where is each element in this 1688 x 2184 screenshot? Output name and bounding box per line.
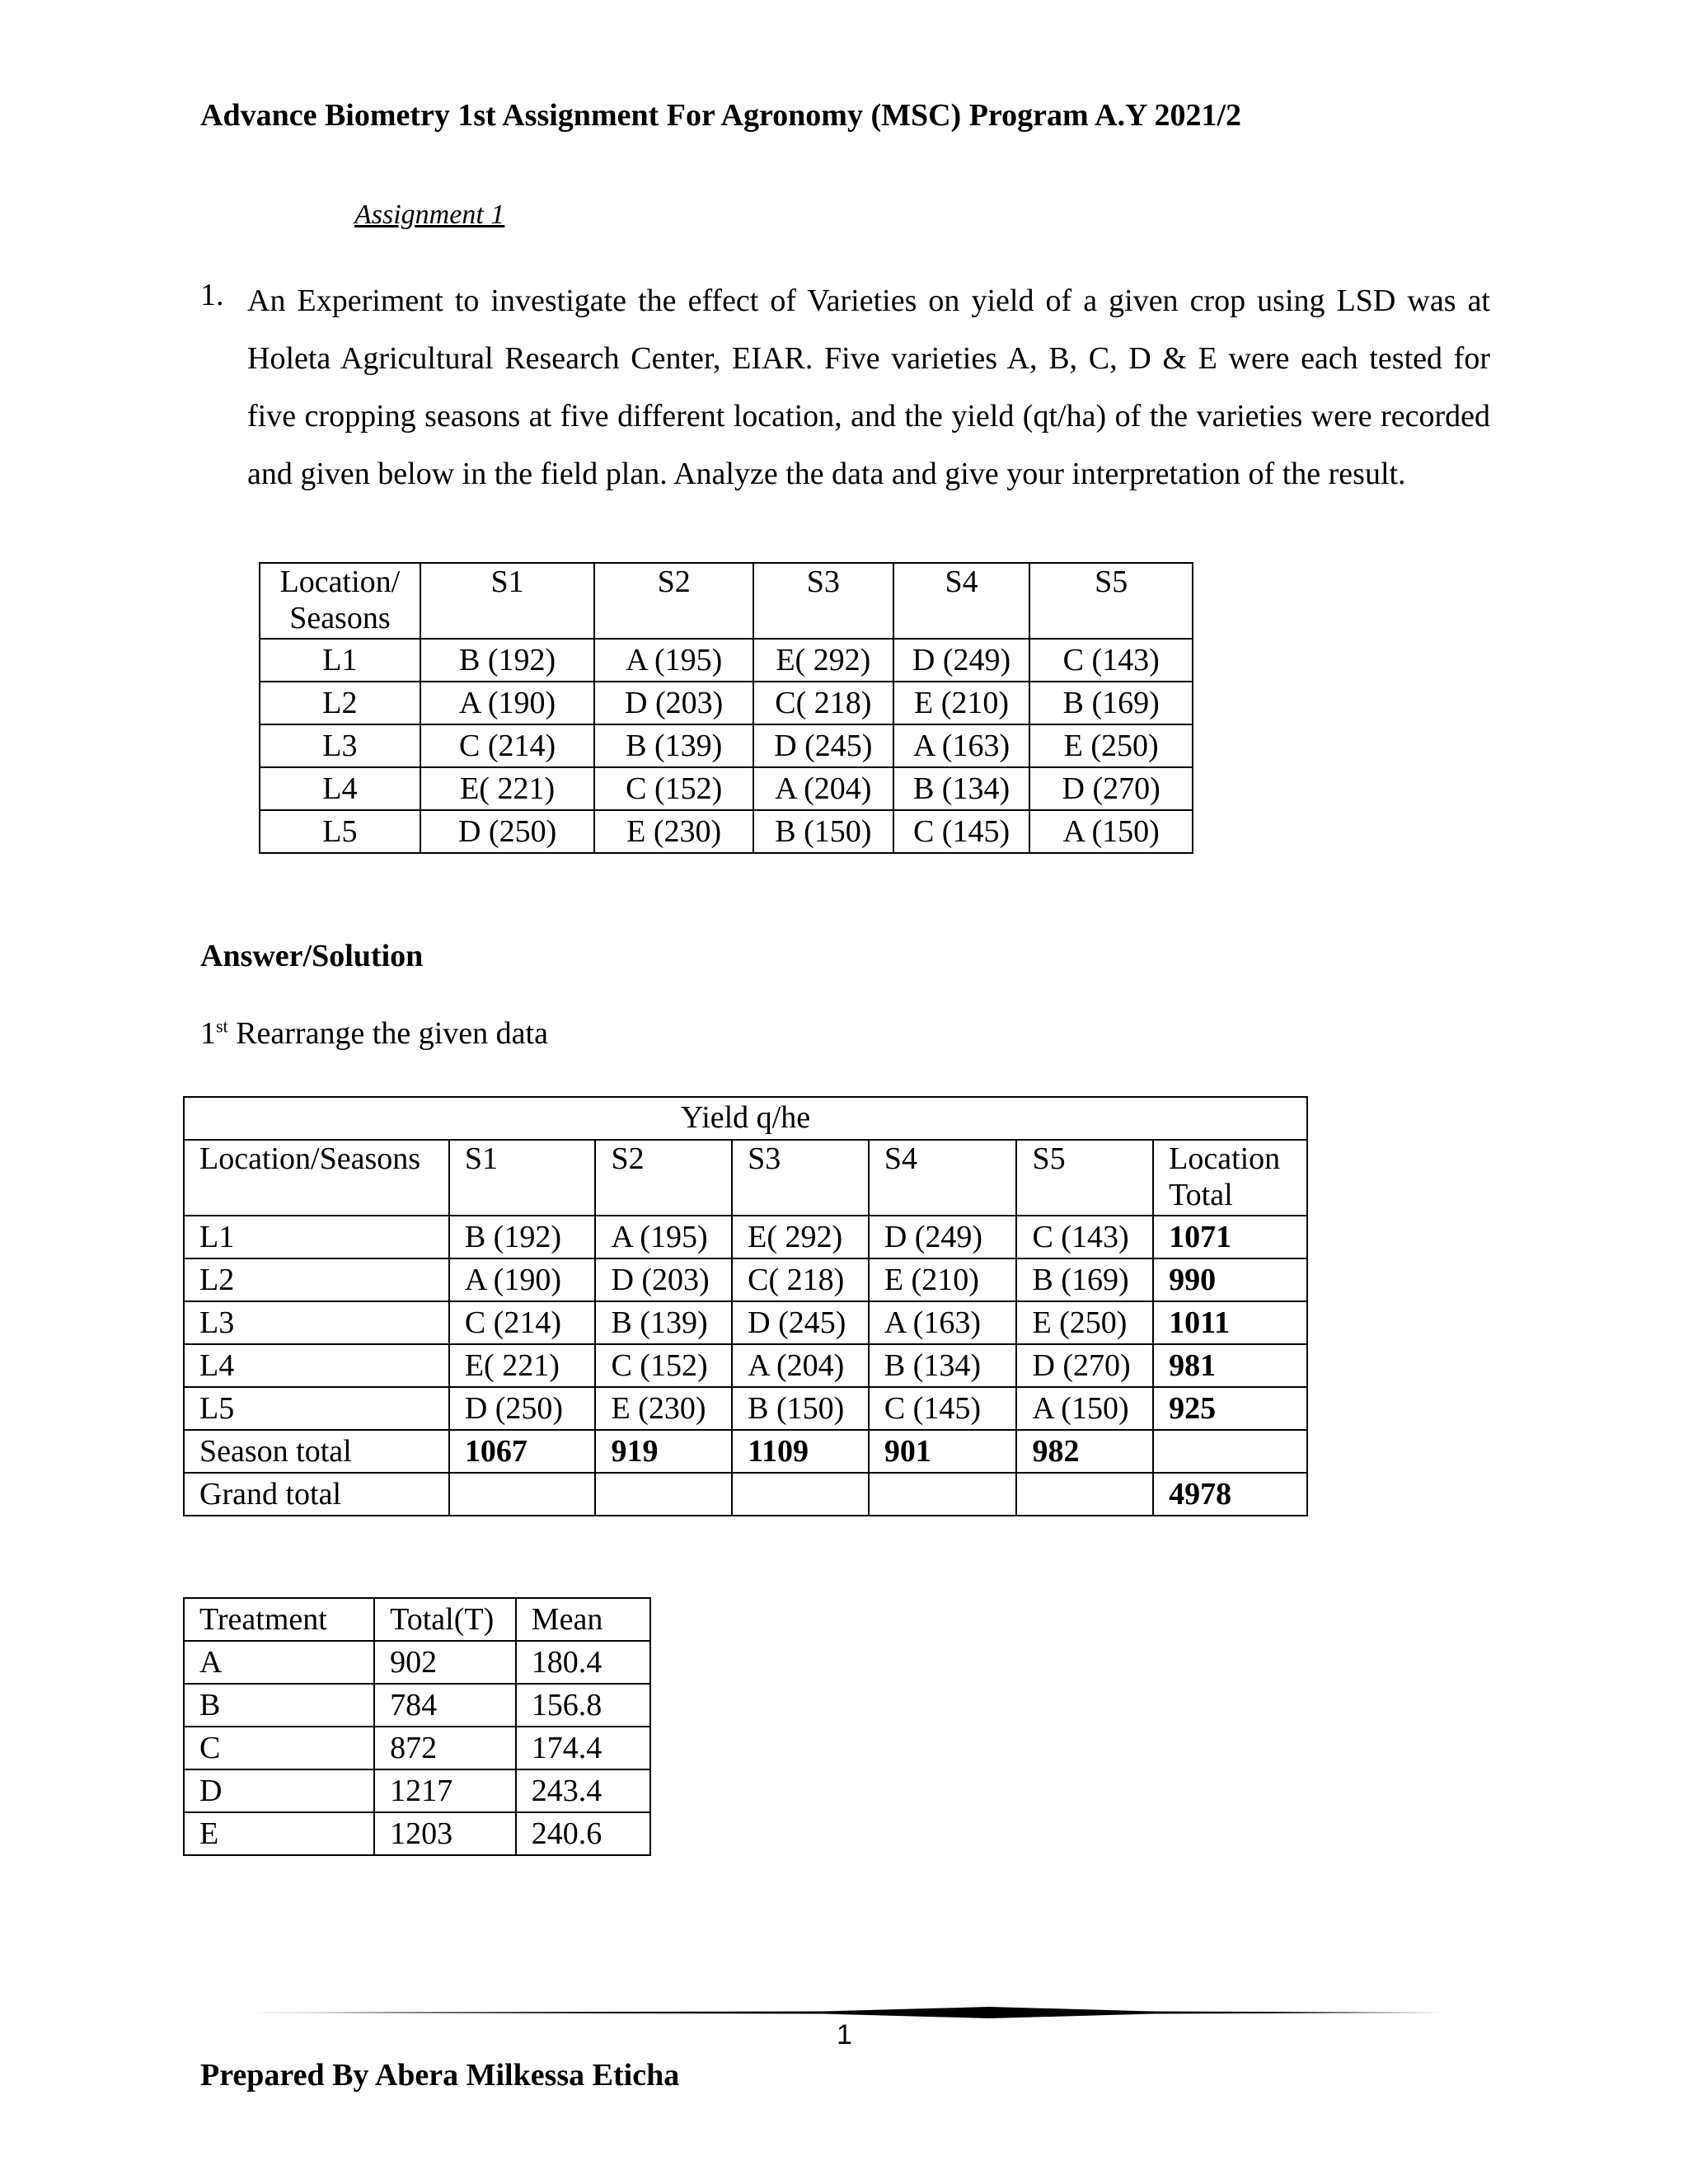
location-total-header: Location Total	[1153, 1140, 1307, 1216]
step-1-heading: 1st Rearrange the given data	[200, 1015, 548, 1051]
row-label: L5	[184, 1387, 449, 1430]
table-cell: D (270)	[1016, 1344, 1153, 1387]
treatment-mean: 243.4	[516, 1769, 650, 1812]
table-cell: A (190)	[420, 682, 595, 724]
question-number: 1.	[200, 278, 224, 312]
prepared-by: Prepared By Abera Milkessa Eticha	[200, 2058, 680, 2093]
rearranged-header-row	[184, 1140, 1307, 1216]
table-cell: C (214)	[420, 724, 595, 767]
table-row	[184, 1301, 1307, 1344]
treatment-name: B	[184, 1684, 374, 1727]
treatment-header-row	[184, 1598, 650, 1641]
table-cell: D (245)	[753, 724, 893, 767]
table-row	[184, 1387, 1307, 1430]
table-row	[184, 1727, 650, 1769]
row-label: L3	[184, 1301, 449, 1344]
empty-cell	[595, 1473, 732, 1516]
treatment-total: 784	[374, 1684, 516, 1727]
table-cell: A (150)	[1029, 810, 1193, 853]
treatment-total: 872	[374, 1727, 516, 1769]
table-cell: C (145)	[869, 1387, 1017, 1430]
table-cell: D (203)	[594, 682, 753, 724]
grand-total-label: Grand total	[184, 1473, 449, 1516]
table-cell: A (204)	[732, 1344, 869, 1387]
table-cell: A (195)	[595, 1216, 732, 1258]
table-cell: D (270)	[1029, 767, 1193, 810]
rearranged-corner: Location/Seasons	[184, 1140, 449, 1216]
table-cell: E( 292)	[753, 639, 893, 682]
season-total: 919	[595, 1430, 732, 1473]
season-total: 901	[869, 1430, 1017, 1473]
table-cell: E (250)	[1016, 1301, 1153, 1344]
table-cell: E (210)	[869, 1258, 1017, 1301]
footer-rule	[247, 2004, 1444, 2021]
table-row	[184, 1258, 1307, 1301]
page-number: 1	[837, 2019, 852, 2050]
table-cell: A (195)	[594, 639, 753, 682]
table-cell: D (245)	[732, 1301, 869, 1344]
grand-total: 4978	[1153, 1473, 1307, 1516]
row-label: L2	[184, 1258, 449, 1301]
row-label: L5	[260, 810, 420, 853]
table-cell: E( 221)	[449, 1344, 596, 1387]
table-cell: E( 292)	[732, 1216, 869, 1258]
table-cell: B (192)	[420, 639, 595, 682]
treatment-col-header: Mean	[516, 1598, 650, 1641]
treatment-mean: 174.4	[516, 1727, 650, 1769]
table-cell: B (192)	[449, 1216, 596, 1258]
table-cell: A (190)	[449, 1258, 596, 1301]
empty-cell	[1016, 1473, 1153, 1516]
table-row	[184, 1216, 1307, 1258]
table-cell: E (230)	[594, 810, 753, 853]
treatment-mean: 180.4	[516, 1641, 650, 1684]
field-plan-col-header: S3	[753, 563, 893, 639]
table-cell: B (134)	[869, 1344, 1017, 1387]
table-cell: C (145)	[893, 810, 1030, 853]
season-total: 1067	[449, 1430, 596, 1473]
treatment-col-header: Total(T)	[374, 1598, 516, 1641]
empty-cell	[869, 1473, 1017, 1516]
rearranged-col-header: S1	[449, 1140, 596, 1216]
table-cell: E (210)	[893, 682, 1030, 724]
table-cell: A (150)	[1016, 1387, 1153, 1430]
table-cell: A (204)	[753, 767, 893, 810]
table-cell: E( 221)	[420, 767, 595, 810]
table-row	[260, 639, 1193, 682]
field-plan-col-header: S4	[893, 563, 1030, 639]
treatment-name: A	[184, 1641, 374, 1684]
table-cell: B (150)	[732, 1387, 869, 1430]
location-total: 925	[1153, 1387, 1307, 1430]
treatment-name: D	[184, 1769, 374, 1812]
table-cell: A (163)	[869, 1301, 1017, 1344]
empty-cell	[1153, 1430, 1307, 1473]
table-row	[260, 682, 1193, 724]
season-total-label: Season total	[184, 1430, 449, 1473]
table-cell: B (150)	[753, 810, 893, 853]
location-total: 1071	[1153, 1216, 1307, 1258]
table-cell: C( 218)	[753, 682, 893, 724]
treatment-col-header: Treatment	[184, 1598, 374, 1641]
table-row	[260, 724, 1193, 767]
empty-cell	[449, 1473, 596, 1516]
table-cell: C (214)	[449, 1301, 596, 1344]
location-total: 981	[1153, 1344, 1307, 1387]
field-plan-col-header: S1	[420, 563, 595, 639]
treatment-mean: 156.8	[516, 1684, 650, 1727]
table-cell: D (250)	[449, 1387, 596, 1430]
treatment-table	[183, 1597, 651, 1856]
table-cell: A (163)	[893, 724, 1030, 767]
row-label: L4	[184, 1344, 449, 1387]
treatment-name: C	[184, 1727, 374, 1769]
row-label: L4	[260, 767, 420, 810]
table-caption-row	[184, 1097, 1307, 1140]
table-row	[184, 1812, 650, 1855]
table-row	[260, 810, 1193, 853]
grand-total-row	[184, 1473, 1307, 1516]
field-plan-corner: Location/ Seasons	[260, 563, 420, 639]
rearranged-col-header: S2	[595, 1140, 732, 1216]
table-cell: D (250)	[420, 810, 595, 853]
location-total: 1011	[1153, 1301, 1307, 1344]
row-label: L3	[260, 724, 420, 767]
table-cell: C( 218)	[732, 1258, 869, 1301]
field-plan-col-header: S2	[594, 563, 753, 639]
table-row	[184, 1641, 650, 1684]
table-cell: D (249)	[893, 639, 1030, 682]
season-total: 1109	[732, 1430, 869, 1473]
treatment-total: 1217	[374, 1769, 516, 1812]
table-row	[184, 1769, 650, 1812]
table-cell: B (169)	[1016, 1258, 1153, 1301]
field-plan-col-header: S5	[1029, 563, 1193, 639]
rearranged-col-header: S3	[732, 1140, 869, 1216]
row-label: L2	[260, 682, 420, 724]
table-row	[260, 767, 1193, 810]
document-title: Advance Biometry 1st Assignment For Agronomy (MSC) Program A.Y 2021/2	[200, 98, 1242, 133]
field-plan-table	[259, 562, 1193, 854]
rearranged-col-header: S5	[1016, 1140, 1153, 1216]
location-total: 990	[1153, 1258, 1307, 1301]
table-cell: C (143)	[1016, 1216, 1153, 1258]
treatment-total: 1203	[374, 1812, 516, 1855]
table-cell: D (203)	[595, 1258, 732, 1301]
table-cell: C (152)	[594, 767, 753, 810]
table-caption: Yield q/he	[184, 1097, 1307, 1140]
table-row	[184, 1344, 1307, 1387]
table-cell: B (139)	[594, 724, 753, 767]
table-cell: C (143)	[1029, 639, 1193, 682]
table-cell: D (249)	[869, 1216, 1017, 1258]
assignment-label: Assignment 1	[354, 199, 505, 230]
field-plan-header-row	[260, 563, 1193, 639]
table-cell: E (230)	[595, 1387, 732, 1430]
table-cell: E (250)	[1029, 724, 1193, 767]
empty-cell	[732, 1473, 869, 1516]
season-total-row	[184, 1430, 1307, 1473]
table-cell: C (152)	[595, 1344, 732, 1387]
table-cell: B (134)	[893, 767, 1030, 810]
question-text: An Experiment to investigate the effect of Varieties on yield of a given crop using LSD was at Holeta Agricultural Research Center, EIAR. Five varieties A, B, C, D & E were each tested for five cropping seasons at five different location, and the yield (qt/ha) of the varieties were recorded and given below in the field plan. Analyze the data and give your interpretation of the result.	[247, 284, 1490, 491]
row-label: L1	[184, 1216, 449, 1258]
row-label: L1	[260, 639, 420, 682]
answer-heading: Answer/Solution	[200, 939, 424, 973]
treatment-name: E	[184, 1812, 374, 1855]
treatment-mean: 240.6	[516, 1812, 650, 1855]
table-cell: B (139)	[595, 1301, 732, 1344]
table-cell: B (169)	[1029, 682, 1193, 724]
rearranged-data-table	[183, 1096, 1308, 1516]
table-row	[184, 1684, 650, 1727]
season-total: 982	[1016, 1430, 1153, 1473]
treatment-total: 902	[374, 1641, 516, 1684]
rearranged-col-header: S4	[869, 1140, 1017, 1216]
